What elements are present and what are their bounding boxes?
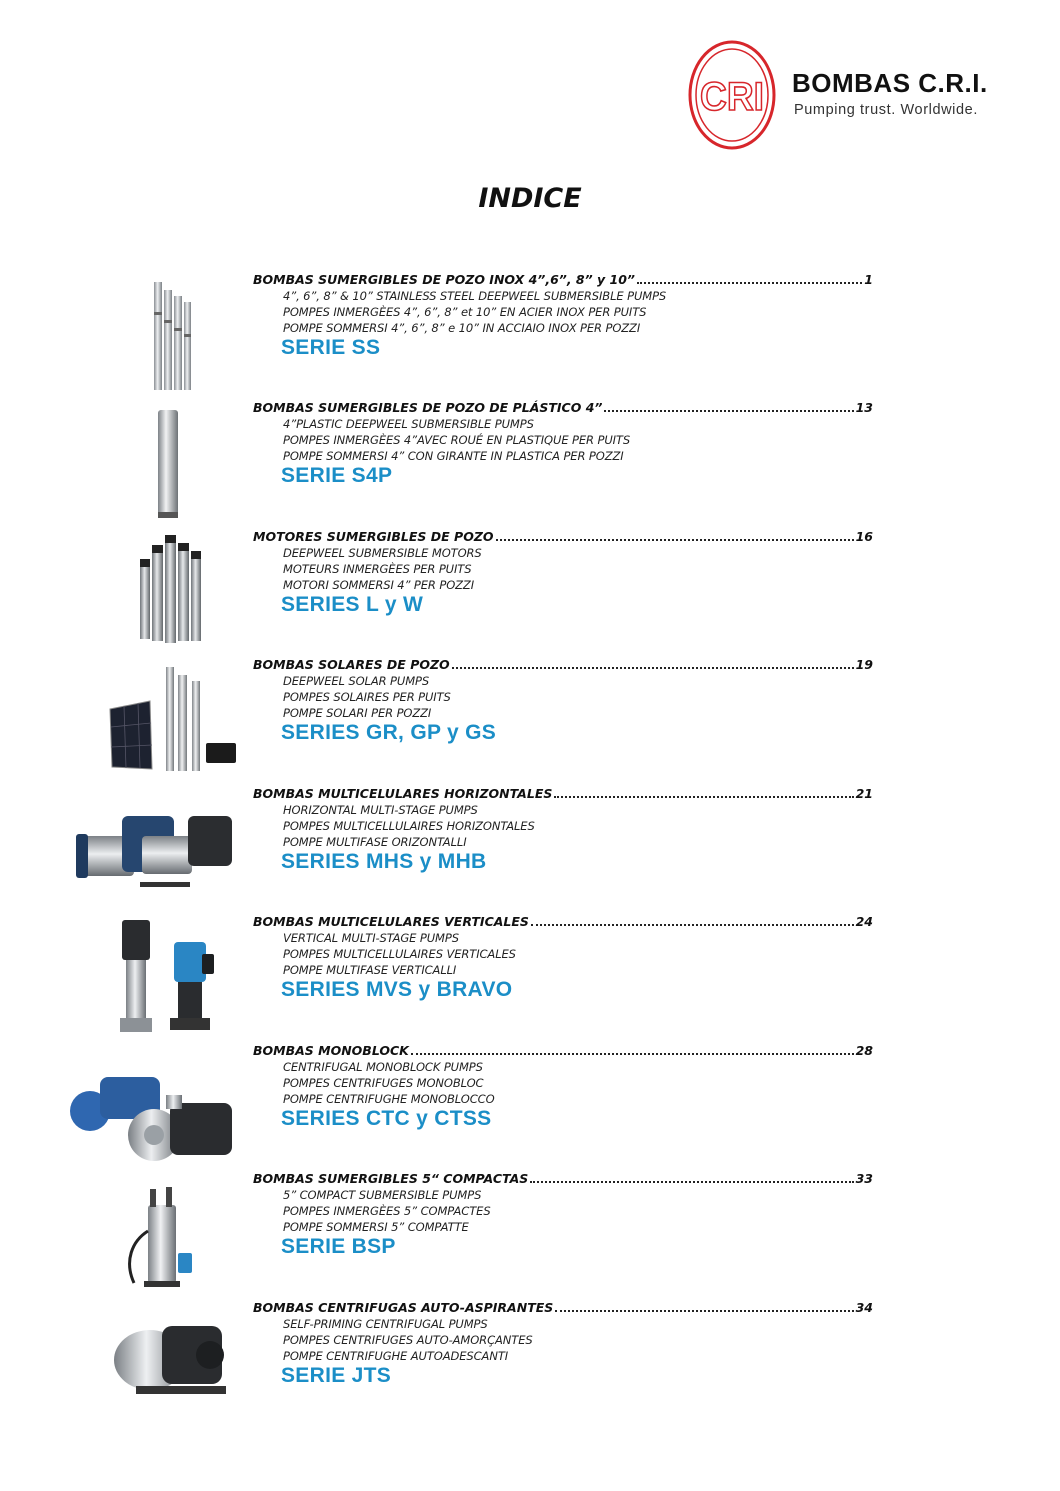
entry-heading: BOMBAS MULTICELULARES HORIZONTALES 21 xyxy=(253,786,873,801)
entry-line: 5” COMPACT SUBMERSIBLE PUMPS xyxy=(283,1188,482,1202)
brand-tagline: Pumping trust. Worldwide. xyxy=(794,102,978,118)
entry-heading: BOMBAS CENTRIFUGAS AUTO-ASPIRANTES 34 xyxy=(253,1300,873,1315)
vertical-multistage-pumps-icon xyxy=(70,914,240,1039)
monoblock-pumps-icon xyxy=(70,1043,240,1168)
entry-line: MOTORI SOMMERSI 4” PER POZZI xyxy=(283,578,474,592)
page-number: 19 xyxy=(855,657,873,672)
page-number: 34 xyxy=(855,1300,873,1315)
horizontal-multistage-pumps-icon xyxy=(70,786,240,911)
index-entry-ss[interactable] xyxy=(0,272,1060,400)
index-entry-motors[interactable] xyxy=(0,529,1060,657)
series-label: SERIE SS xyxy=(281,336,381,359)
page-number: 33 xyxy=(855,1171,873,1186)
index-entry-bsp[interactable] xyxy=(0,1171,1060,1299)
submersible-motors-icon xyxy=(70,529,240,654)
index-entry-solar[interactable] xyxy=(0,657,1060,785)
page-number: 21 xyxy=(855,786,873,801)
page-number: 13 xyxy=(855,400,873,415)
series-label: SERIES CTC y CTSS xyxy=(281,1107,492,1130)
series-label: SERIES GR, GP y GS xyxy=(281,721,497,744)
entry-line: POMPE CENTRIFUGHE MONOBLOCCO xyxy=(283,1092,495,1106)
entry-line: POMPES INMERGÈES 4”, 6”, 8” et 10” EN ACIER INOX PER PUITS xyxy=(283,305,647,319)
entry-line: POMPES CENTRIFUGES MONOBLOC xyxy=(283,1076,484,1090)
index-entry-jts[interactable] xyxy=(0,1300,1060,1428)
series-label: SERIES L y W xyxy=(281,593,424,616)
compact-submersible-pump-icon xyxy=(70,1171,240,1296)
entry-line: POMPES MULTICELLULAIRES HORIZONTALES xyxy=(283,819,535,833)
entry-line: POMPE SOLARI PER POZZI xyxy=(283,706,432,720)
series-label: SERIE S4P xyxy=(281,464,393,487)
entry-line: POMPE MULTIFASE VERTICALLI xyxy=(283,963,457,977)
series-label: SERIE BSP xyxy=(281,1235,396,1258)
entry-heading: BOMBAS SOLARES DE POZO 19 xyxy=(253,657,873,672)
brand-header xyxy=(688,40,1018,152)
entry-line: DEEPWEEL SOLAR PUMPS xyxy=(283,674,430,688)
index-entry-s4p[interactable] xyxy=(0,400,1060,528)
solar-pump-kit-icon xyxy=(70,657,240,782)
entry-line: POMPES INMERGÈES 5” COMPACTES xyxy=(283,1204,491,1218)
page-number: 28 xyxy=(855,1043,873,1058)
page-number: 16 xyxy=(855,529,873,544)
entry-line: 4”PLASTIC DEEPWEEL SUBMERSIBLE PUMPS xyxy=(283,417,534,431)
index-entry-mvs[interactable] xyxy=(0,914,1060,1042)
entry-heading: BOMBAS SUMERGIBLES DE POZO INOX 4”,6”, 8” y 10” 1 xyxy=(253,272,873,287)
logo-text: CRI xyxy=(700,75,764,119)
entry-heading: BOMBAS SUMERGIBLES 5“ COMPACTAS 33 xyxy=(253,1171,873,1186)
page-title: INDICE xyxy=(478,183,582,214)
entry-line: HORIZONTAL MULTI-STAGE PUMPS xyxy=(283,803,478,817)
entry-heading: BOMBAS MONOBLOCK 28 xyxy=(253,1043,873,1058)
index-entry-mhs[interactable] xyxy=(0,786,1060,914)
page-number: 1 xyxy=(864,272,873,287)
entry-line: POMPE SOMMERSI 4”, 6”, 8” e 10” IN ACCIAIO INOX PER POZZI xyxy=(283,321,641,335)
entry-line: SELF-PRIMING CENTRIFUGAL PUMPS xyxy=(283,1317,488,1331)
entry-line: 4”, 6”, 8” & 10” STAINLESS STEEL DEEPWEEL SUBMERSIBLE PUMPS xyxy=(283,289,667,303)
entry-heading: MOTORES SUMERGIBLES DE POZO 16 xyxy=(253,529,873,544)
entry-line: POMPE MULTIFASE ORIZONTALLI xyxy=(283,835,467,849)
plastic-deepwell-pump-icon xyxy=(70,400,240,525)
index-entry-ctc[interactable] xyxy=(0,1043,1060,1171)
series-label: SERIE JTS xyxy=(281,1364,392,1387)
series-label: SERIES MVS y BRAVO xyxy=(281,978,513,1001)
entry-line: POMPES CENTRIFUGES AUTO-AMORÇANTES xyxy=(283,1333,533,1347)
cri-logo-icon xyxy=(688,40,776,150)
entry-line: VERTICAL MULTI-STAGE PUMPS xyxy=(283,931,459,945)
series-label: SERIES MHS y MHB xyxy=(281,850,487,873)
entry-heading: BOMBAS SUMERGIBLES DE POZO DE PLÁSTICO 4” 13 xyxy=(253,400,873,415)
self-priming-pump-icon xyxy=(70,1300,240,1425)
entry-line: POMPE CENTRIFUGHE AUTOADESCANTI xyxy=(283,1349,509,1363)
entry-line: DEEPWEEL SUBMERSIBLE MOTORS xyxy=(283,546,482,560)
entry-line: POMPE SOMMERSI 5” COMPATTE xyxy=(283,1220,469,1234)
entry-heading: BOMBAS MULTICELULARES VERTICALES 24 xyxy=(253,914,873,929)
stainless-deepwell-pumps-icon xyxy=(70,272,240,397)
entry-line: POMPES MULTICELLULAIRES VERTICALES xyxy=(283,947,516,961)
entry-line: CENTRIFUGAL MONOBLOCK PUMPS xyxy=(283,1060,483,1074)
entry-line: POMPES SOLAIRES PER PUITS xyxy=(283,690,451,704)
brand-name: BOMBAS C.R.I. xyxy=(792,68,988,98)
entry-line: POMPES INMERGÈES 4”AVEC ROUÉ EN PLASTIQUE PER PUITS xyxy=(283,433,631,447)
entry-line: POMPE SOMMERSI 4” CON GIRANTE IN PLASTICA PER POZZI xyxy=(283,449,624,463)
entry-line: MOTEURS INMERGÈES PER PUITS xyxy=(283,562,472,576)
page-number: 24 xyxy=(855,914,873,929)
